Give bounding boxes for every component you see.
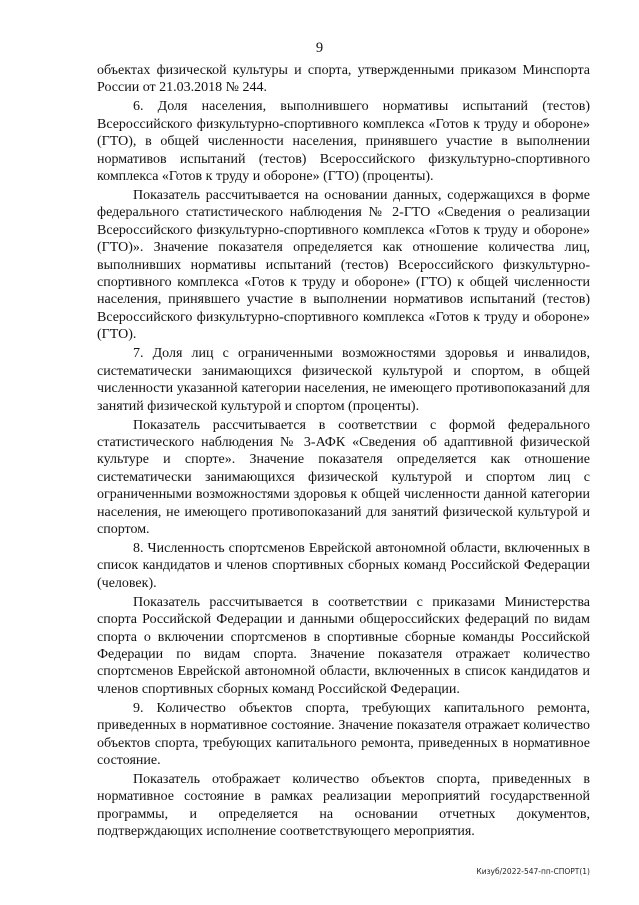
paragraph-indicator-6: 6. Доля населения, выполнившего нормативы испытаний (тестов) Всероссийского физкультурно-спортивного комплекса «Готов к труду и обороне» (ГТО), в общей численности населения, принявшего участие в выполнении нормативов испытаний (тестов) Всероссийского физкультурно-спортивного комплекса «Готов к труду и обороне» (ГТО) (проценты). <box>97 99 590 185</box>
paragraph-indicator-6-method: Показатель рассчитывается на основании данных, содержащихся в форме федерального статистического наблюдения № 2-ГТО «Сведения о реализации Всероссийского физкультурно-спортивного комплекса «Готов к труду и обороне» (ГТО)». Значение показателя определяется как отношение количества лиц, выполнивших нормативы испытаний (тестов) Всероссийского физкультурно-спортивного комплекса «Готов к труду и обороне» (ГТО) к общей численности населения, принявшего участие в выполнении нормативов испытаний (тестов) Всероссийского физкультурно-спортивного комплекса «Готов к труду и обороне» (ГТО). <box>97 188 590 343</box>
paragraph-continuation: объектах физической культуры и спорта, утвержденными приказом Минспорта России от 21.03.2018 № 244. <box>97 63 590 96</box>
paragraph-indicator-9: 9. Количество объектов спорта, требующих капитального ремонта, приведенных в нормативное состояние. Значение показателя отражает количество объектов спорта, требующих капитального ремонта, приведенных в нормативное состояние. <box>97 700 590 768</box>
paragraph-indicator-8-method: Показатель рассчитывается в соответствии с приказами Министерства спорта Российской Федерации и данными общероссийских федераций по видам спорта о включении спортсменов в спортивные сборные команды Российской Федерации по видам спорта. Значение показателя отражает количество спортсменов Еврейской автономной области, включенных в список кандидатов и членов спортивных сборных команд Российской Федерации. <box>97 594 590 697</box>
paragraph-indicator-7-method: Показатель рассчитывается в соответствии с формой федерального статистического наблюдения № 3-АФК «Сведения об адаптивной физической культуре и спорте». Значение показателя определяется как отношение систематически занимающихся физической культурой и спортом лиц с ограниченными возможностями здоровья к общей численности данной категории населения, не имеющего противопоказаний для занятий физической культурой и спортом. <box>97 417 590 537</box>
document-code: Кизуб/2022-547-пп-СПОРТ(1) <box>476 867 590 876</box>
document-body <box>97 62 590 842</box>
paragraph-indicator-8: 8. Численность спортсменов Еврейской автономной области, включенных в список кандидатов и членов спортивных сборных команд Российской Федерации (человек). <box>97 540 590 591</box>
page-number: 9 <box>315 40 324 56</box>
paragraph-indicator-9-method: Показатель отображает количество объектов спорта, приведенных в нормативное состояние в рамках реализации мероприятий государственной программы, и определяется на основании отчетных документов, подтверждающих исполнение соответствующего мероприятия. <box>97 772 590 840</box>
paragraph-indicator-7: 7. Доля лиц с ограниченными возможностями здоровья и инвалидов, систематически занимающихся физической культурой и спортом, в общей численности указанной категории населения, не имеющего противопоказаний для занятий физической культурой и спортом (проценты). <box>97 346 590 414</box>
